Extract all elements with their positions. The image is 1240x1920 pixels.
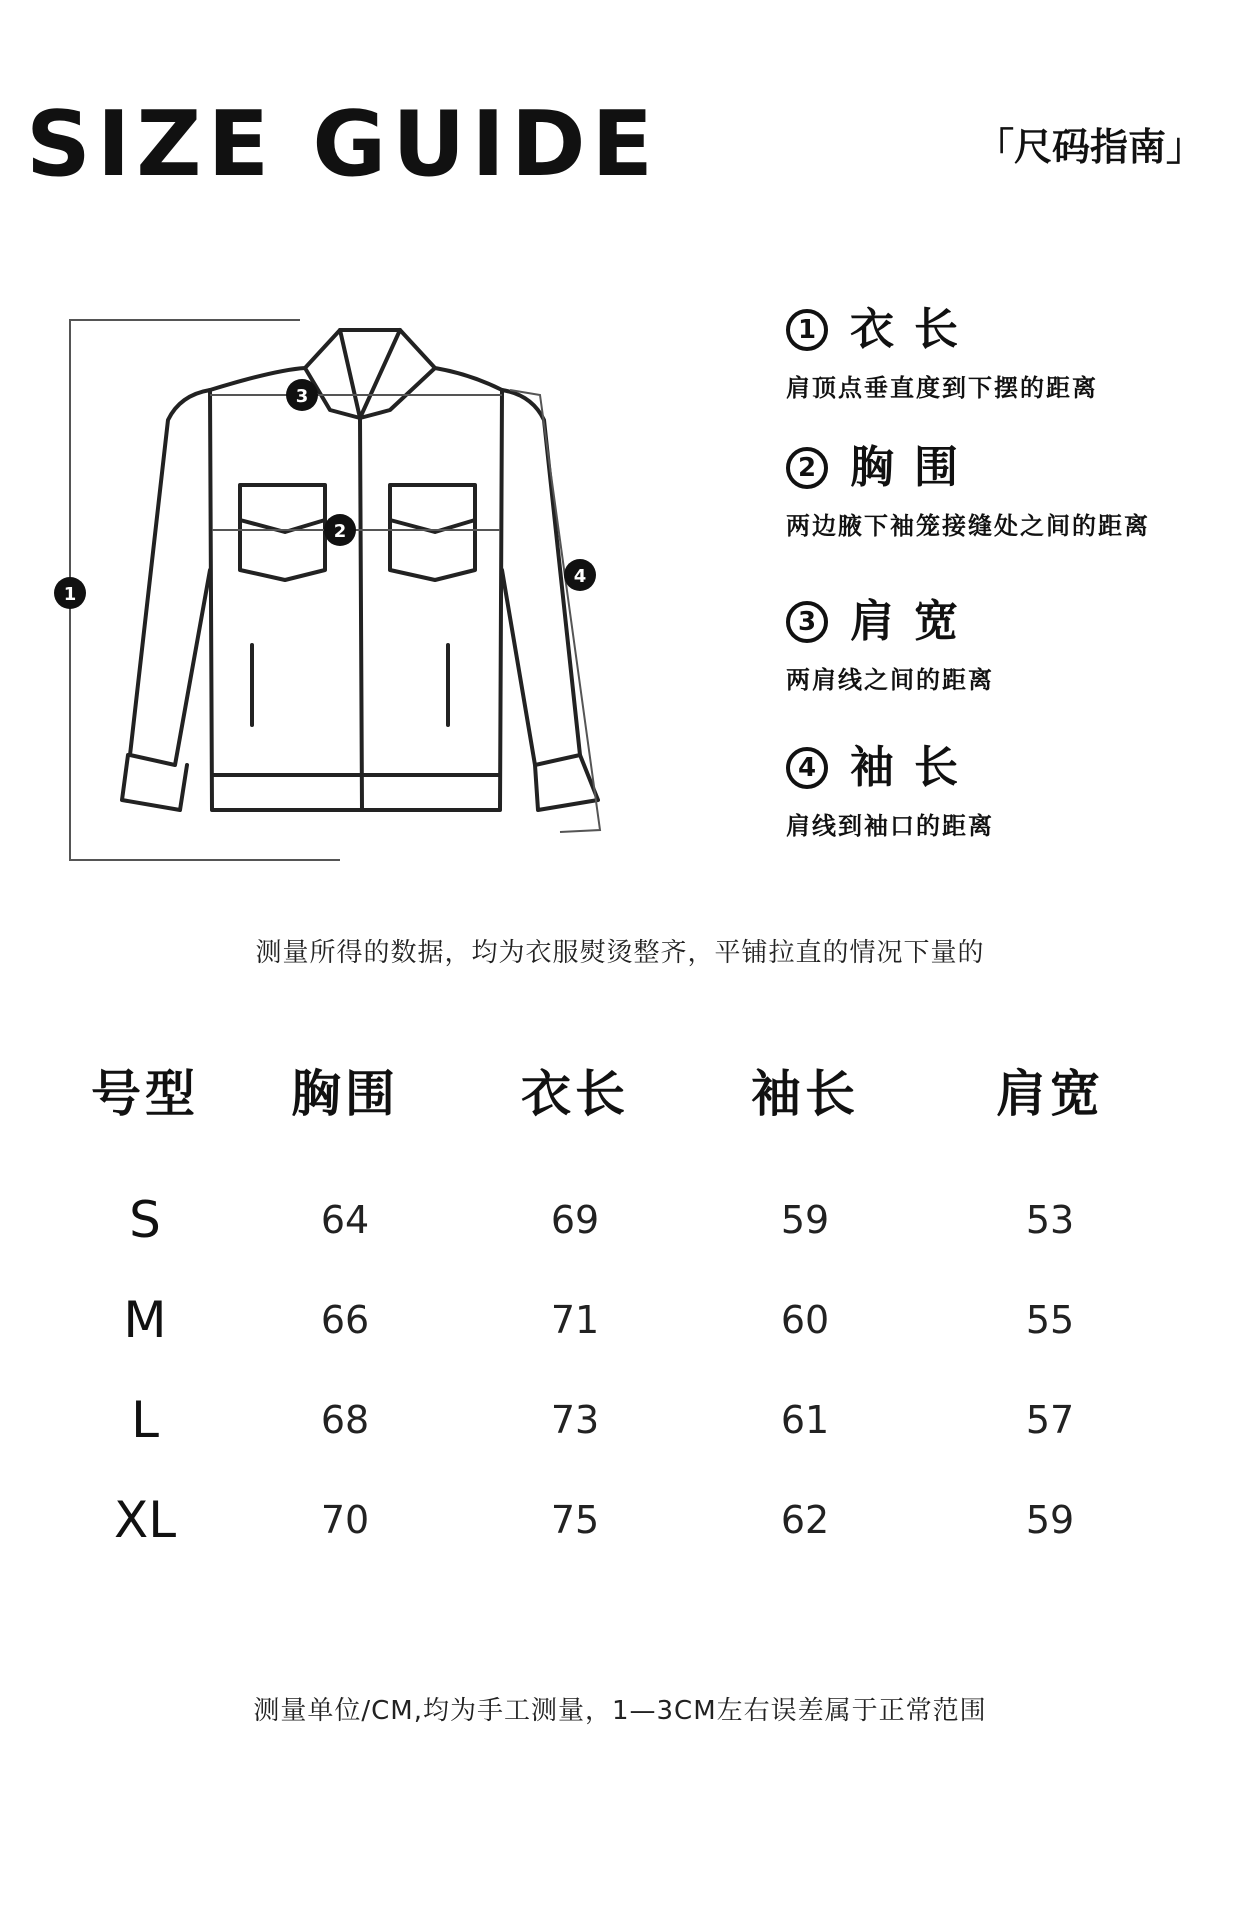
table-row bbox=[60, 1170, 1180, 1270]
legend-label: 胸围 bbox=[850, 442, 978, 493]
header-shoulder: 肩宽 bbox=[996, 1065, 1104, 1123]
chest-pocket-right bbox=[390, 485, 475, 580]
legend-item-chest bbox=[786, 438, 1150, 541]
table-header-row bbox=[60, 1040, 1180, 1140]
sleeve-guide-line bbox=[510, 390, 600, 832]
table-row bbox=[60, 1270, 1180, 1370]
table-cell: 66 bbox=[320, 1298, 370, 1342]
header-length: 衣长 bbox=[521, 1065, 629, 1123]
legend-description: 肩线到袖口的距离 bbox=[786, 812, 994, 840]
table-cell: XL bbox=[113, 1491, 177, 1549]
legend-item-sleeve bbox=[786, 738, 994, 841]
marker-4 bbox=[564, 559, 596, 591]
marker-2 bbox=[324, 514, 356, 546]
legend-description: 肩顶点垂直度到下摆的距离 bbox=[786, 374, 1098, 402]
table-cell: 68 bbox=[320, 1398, 370, 1442]
table-cell: 75 bbox=[550, 1498, 600, 1542]
svg-text:2: 2 bbox=[333, 521, 347, 542]
svg-text:1: 1 bbox=[63, 584, 77, 605]
table-cell: 73 bbox=[550, 1398, 600, 1442]
table-cell: 61 bbox=[780, 1398, 830, 1442]
table-cell: 71 bbox=[550, 1298, 600, 1342]
jacket-collar bbox=[210, 330, 502, 390]
table-cell: 60 bbox=[780, 1298, 830, 1342]
table-cell: 59 bbox=[780, 1198, 830, 1242]
page-subtitle: 「尺码指南」 bbox=[975, 125, 1204, 169]
table-cell: L bbox=[131, 1391, 159, 1449]
table-cell: 53 bbox=[1025, 1198, 1075, 1242]
table-cell: S bbox=[129, 1191, 161, 1249]
legend-description: 两边腋下袖笼接缝处之间的距离 bbox=[786, 512, 1150, 540]
svg-text:3: 3 bbox=[295, 386, 309, 407]
header-chest: 胸围 bbox=[291, 1065, 399, 1123]
chest-pocket-left bbox=[240, 485, 325, 580]
marker-1 bbox=[54, 577, 86, 609]
legend-description: 两肩线之间的距离 bbox=[786, 666, 994, 694]
legend-number: 4 bbox=[786, 747, 828, 789]
table-cell: 64 bbox=[320, 1198, 370, 1242]
svg-text:4: 4 bbox=[573, 566, 587, 587]
table-cell: 59 bbox=[1025, 1498, 1075, 1542]
table-row bbox=[60, 1470, 1180, 1570]
jacket-body-outline bbox=[210, 390, 502, 810]
legend-label: 袖长 bbox=[850, 742, 978, 793]
jacket-diagram bbox=[40, 310, 660, 870]
sleeve-left bbox=[130, 390, 210, 765]
table-row bbox=[60, 1370, 1180, 1470]
measurement-note: 测量所得的数据，均为衣服熨烫整齐，平铺拉直的情况下量的 bbox=[255, 938, 985, 968]
marker-3 bbox=[286, 379, 318, 411]
header-sleeve: 袖长 bbox=[751, 1065, 859, 1123]
table-cell: 62 bbox=[780, 1498, 830, 1542]
legend-item-shoulder bbox=[786, 592, 994, 695]
page-title: SIZE GUIDE bbox=[26, 92, 660, 197]
table-cell: M bbox=[123, 1291, 167, 1349]
legend-item-length bbox=[786, 300, 1098, 403]
table-cell: 70 bbox=[320, 1498, 370, 1542]
unit-note: 测量单位/CM,均为手工测量，1—3CM左右误差属于正常范围 bbox=[253, 1696, 987, 1726]
size-table bbox=[60, 1040, 1180, 1570]
table-cell: 55 bbox=[1025, 1298, 1075, 1342]
table-cell: 57 bbox=[1025, 1398, 1075, 1442]
legend-number: 2 bbox=[786, 447, 828, 489]
table-cell: 69 bbox=[550, 1198, 600, 1242]
legend-label: 肩宽 bbox=[850, 596, 978, 647]
legend-label: 衣长 bbox=[850, 304, 978, 355]
legend-number: 3 bbox=[786, 601, 828, 643]
legend-number: 1 bbox=[786, 309, 828, 351]
header-size: 号型 bbox=[91, 1065, 199, 1123]
